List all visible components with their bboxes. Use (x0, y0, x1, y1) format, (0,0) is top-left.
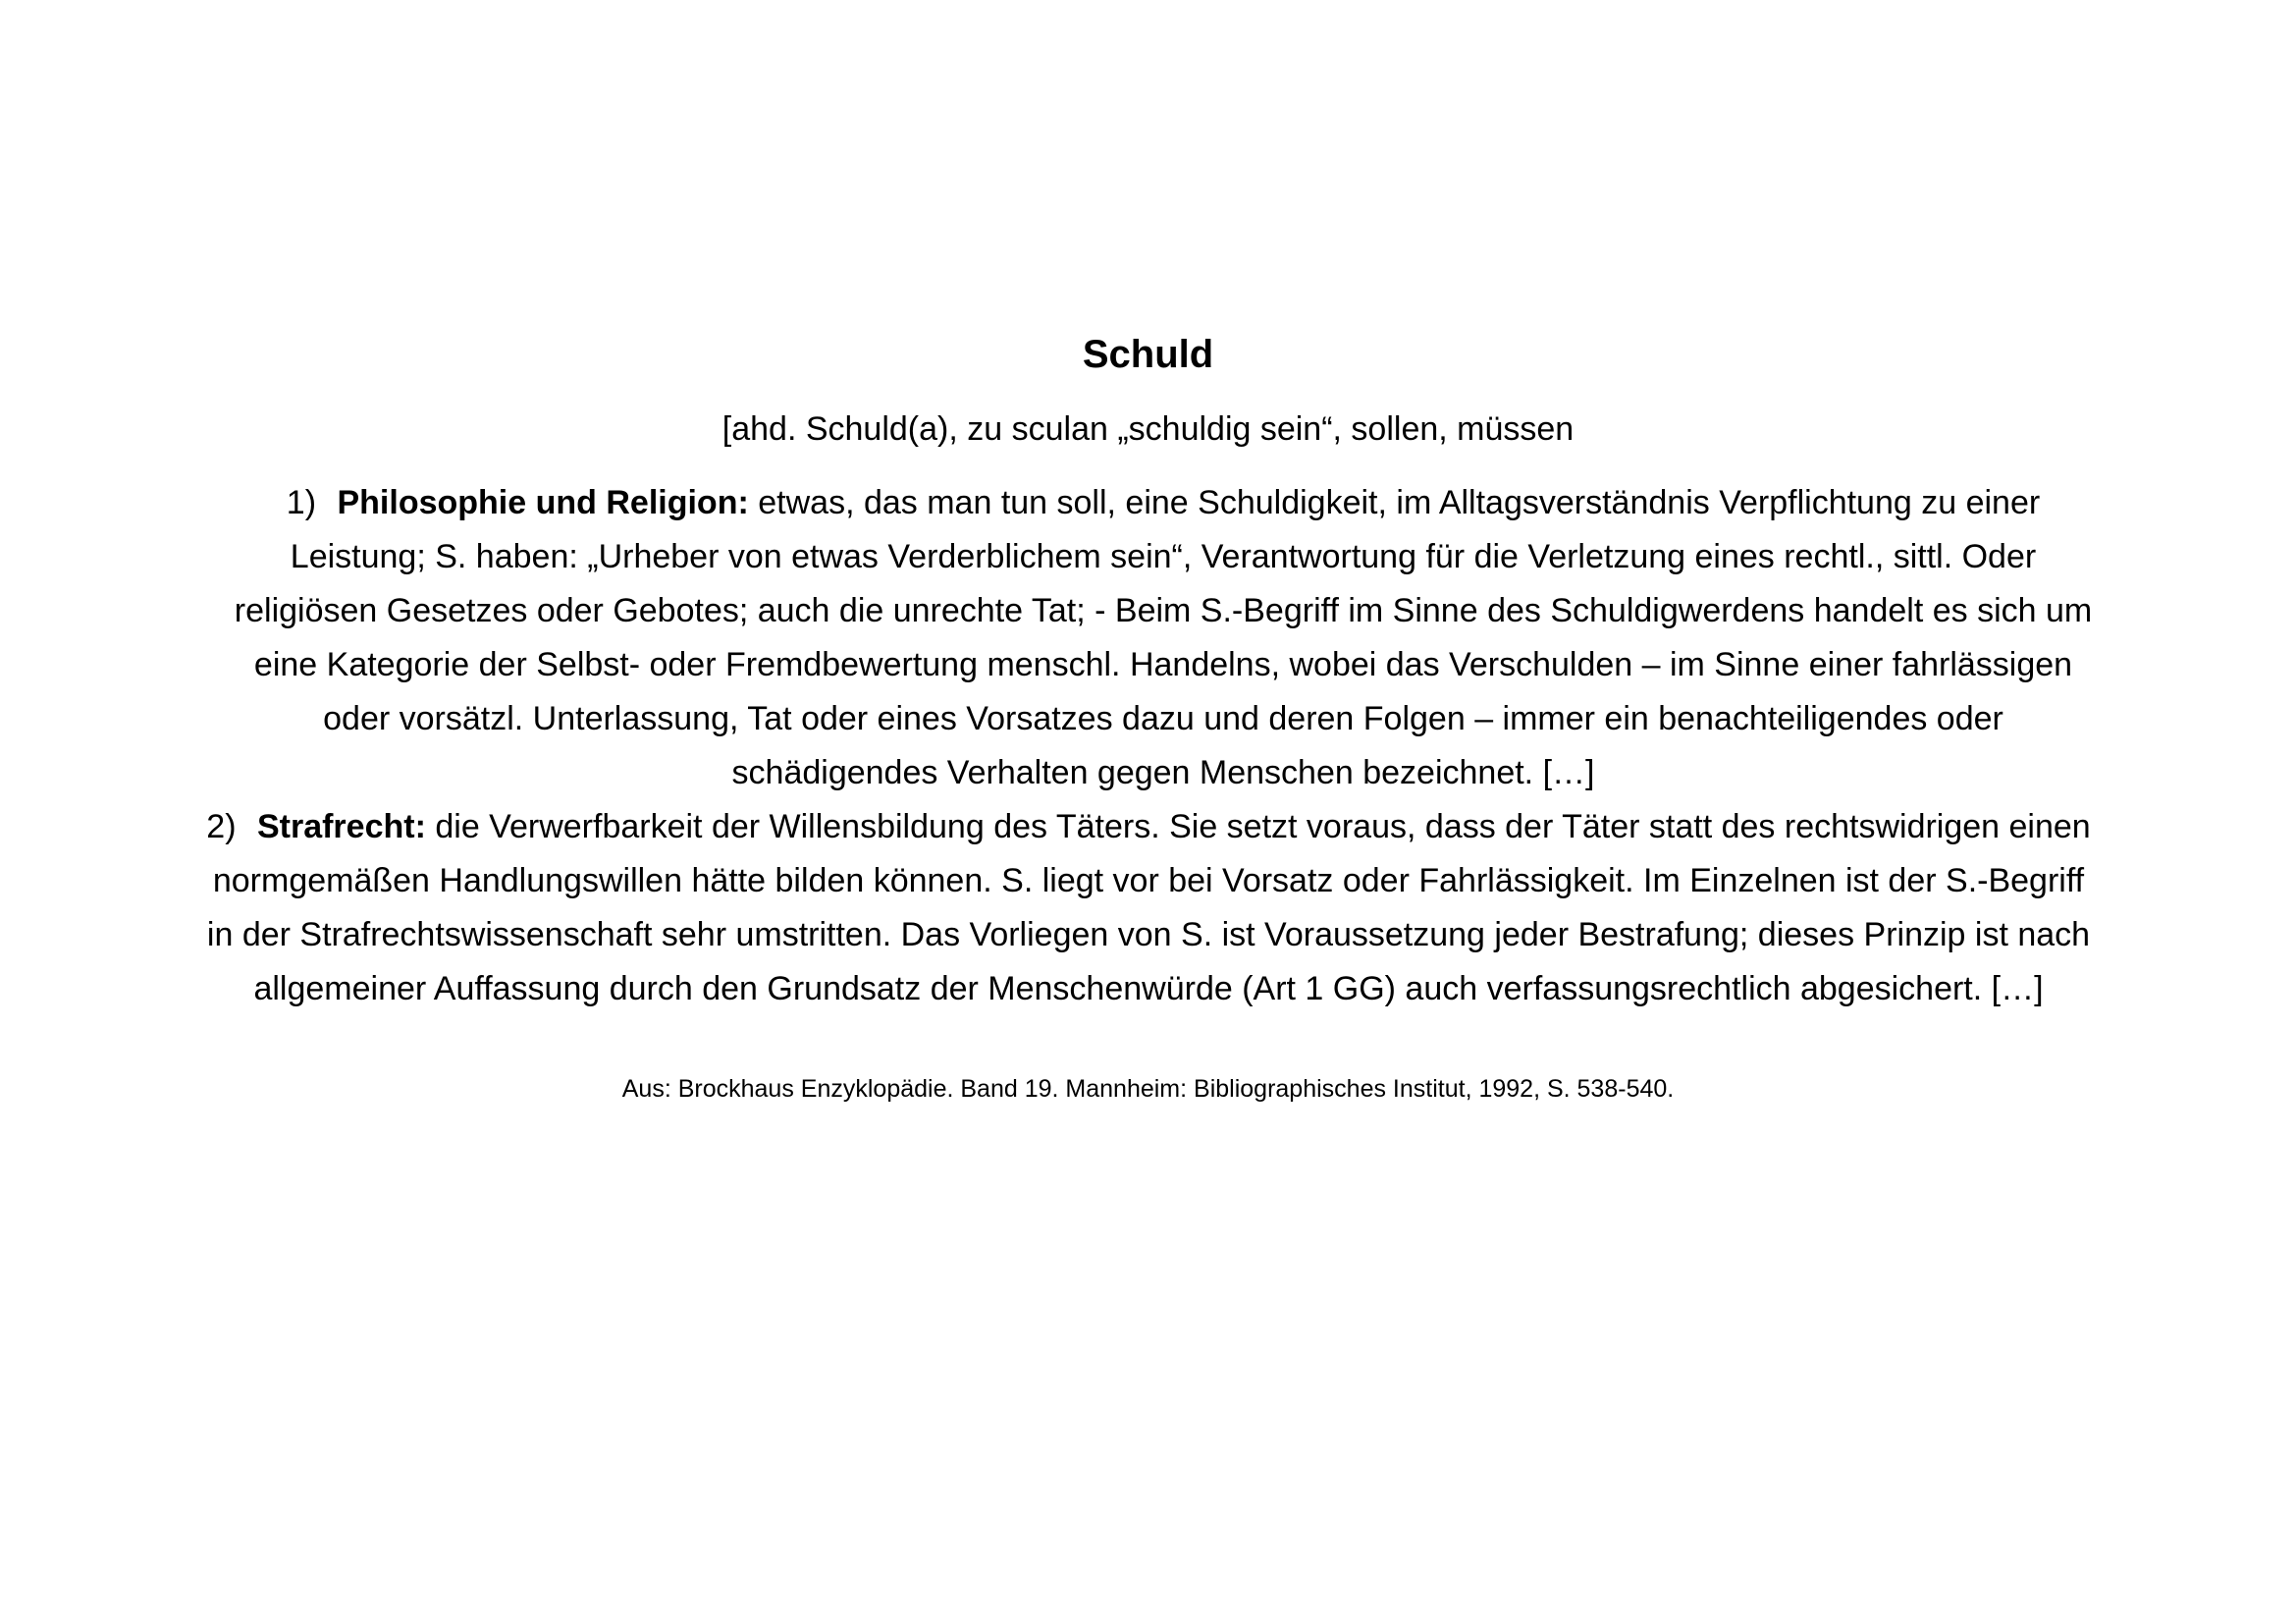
entry-label: Strafrecht: (256, 808, 426, 845)
entry-number: 1) (286, 484, 317, 521)
entry-number: 2) (206, 808, 237, 845)
etymology-line: [ahd. Schuld(a), zu sculan „schuldig sein“, sollen, müssen (721, 410, 1575, 448)
entry-text: die Verwerfbarkeit der Willensbildung des Täters. Sie setzt voraus, dass der Täter statt des rechtswidrigen einen normgemäßen Handlungswillen hätte bilden können. S. liegt vor bei Vorsatz oder Fahrlässigkeit. Im Einzelnen ist der S.-Begriff in der Strafrechtswissenschaft sehr umstritten. Das Vorliegen von S. ist Voraussetzung jeder Bestrafung; dieses Prinzip ist nach allgemeiner Auffassung durch den Grundsatz der Menschenwürde (Art 1 GG) auch verfassungsrechtlich abgesichert. […] (206, 808, 2091, 1007)
entry-label: Philosophie und Religion: (337, 484, 749, 521)
entry-text: etwas, das man tun soll, eine Schuldigkeit, im Alltagsverständnis Verpflichtung zu einer Leistung; S. haben: „Urheber von etwas Verderblichem sein“, Verantwortung für die Verletzung eines rechtl., sittl. Oder religiösen Gesetzes oder Gebotes; auch die unrechte Tat; - Beim S.-Begriff im Sinne des Schuldigwerdens handelt es sich um eine Kategorie der Selbst- oder Fremdbewertung menschl. Handelns, wobei das Verschulden – im Sinne einer fahrlässigen oder vorsätzl. Unterlassung, Tat oder eines Vorsatzes dazu und deren Folgen – immer ein benachteiligendes oder schädigendes Verhalten gegen Menschen bezeichnet. […] (234, 484, 2093, 791)
definition-entry-philosophy (221, 476, 2106, 800)
page-title: Schuld (1082, 333, 1214, 376)
definition-entry-criminal-law (196, 800, 2101, 1016)
source-citation: Aus: Brockhaus Enzyklopädie. Band 19. Mannheim: Bibliographisches Institut, 1992, S. 538-540. (621, 1075, 1675, 1103)
